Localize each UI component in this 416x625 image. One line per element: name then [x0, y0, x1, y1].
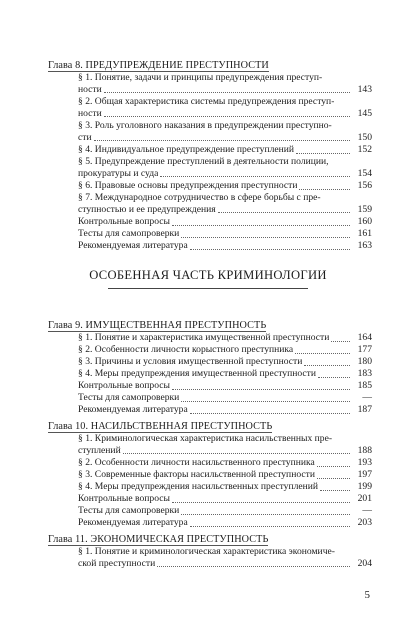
toc-entry-text: ности	[78, 107, 102, 119]
toc-page-number: 163	[357, 240, 372, 251]
toc-entry	[78, 344, 372, 356]
toc-entry-text: § 2. Особенности личности корыстного преступника	[78, 344, 294, 355]
section-title: ОСОБЕННАЯ ЧАСТЬ КРИМИНОЛОГИИ	[89, 268, 327, 282]
toc-entry-text: § 3. Причины и условия имущественной преступности	[78, 356, 303, 367]
toc-entry-text: Контрольные вопросы	[78, 216, 170, 227]
toc-entry-text: Контрольные вопросы	[78, 493, 170, 504]
toc-entry	[78, 228, 372, 240]
toc-entry-text: § 4. Индивидуальное предупреждение преступлений	[78, 144, 295, 155]
toc-entry-text: сти	[78, 131, 92, 143]
section-divider	[108, 288, 308, 289]
leader-dots	[181, 236, 350, 238]
chapter-heading: Глава 11. ЭКОНОМИЧЕСКАЯ ПРЕСТУПНОСТЬ	[48, 534, 269, 545]
toc-entry	[78, 469, 372, 481]
toc-page-number: —	[362, 392, 372, 403]
leader-dots	[172, 388, 350, 390]
chapter-heading: Глава 10. НАСИЛЬСТВЕННАЯ ПРЕСТУПНОСТЬ	[48, 421, 273, 432]
toc-entry-text: § 1. Понятие, задачи и принципы предупреждения преступ-	[78, 72, 323, 83]
toc-entry-text: § 1. Понятие и характеристика имущественной преступности	[78, 332, 330, 343]
leader-dots	[123, 452, 350, 454]
leader-dots	[172, 224, 350, 226]
toc-entry	[78, 481, 372, 493]
leader-dots	[218, 211, 350, 213]
leader-dots	[190, 412, 350, 414]
toc-entry-text: § 6. Правовые основы предупреждения преступности	[78, 180, 298, 191]
toc-entry-text: ступлений	[78, 444, 121, 456]
toc-entry	[78, 332, 372, 344]
toc-entry	[78, 493, 372, 505]
toc-entry-text: § 1. Понятие и криминологическая характеристика экономиче-	[78, 546, 335, 557]
toc-entry-text: ступностью и ее предупреждения	[78, 203, 216, 215]
leader-dots	[304, 364, 350, 366]
toc-entry	[78, 457, 372, 469]
leader-dots	[94, 139, 350, 141]
leader-dots	[320, 489, 350, 491]
toc-page-number: 180	[357, 356, 372, 367]
toc-entry	[78, 392, 372, 404]
toc-entry	[78, 192, 372, 215]
toc-page-number: 188	[357, 444, 372, 456]
toc-entry-text: Рекомендуемая литература	[78, 240, 188, 251]
toc-page-number: 164	[357, 332, 372, 343]
toc-entry-text: Контрольные вопросы	[78, 380, 170, 391]
toc-entry-text: § 1. Криминологическая характеристика насильственных пре-	[78, 433, 333, 444]
leader-dots	[172, 501, 350, 503]
toc-entry	[78, 180, 372, 192]
toc-entry-text: § 2. Общая характеристика системы предупреждения преступ-	[78, 96, 335, 107]
toc-page-number: 145	[357, 107, 372, 119]
page-number: 5	[364, 589, 370, 601]
leader-dots	[318, 376, 350, 378]
toc-entry-text: прокуратуры и суда	[78, 167, 159, 179]
toc-entry	[78, 72, 372, 95]
toc-entry	[78, 404, 372, 416]
leader-dots	[181, 400, 350, 402]
toc-entry	[78, 505, 372, 517]
toc-page-number: 152	[357, 144, 372, 155]
toc-entry-text: § 5. Предупреждение преступлений в деятельности полиции,	[78, 156, 329, 167]
toc-entry	[78, 240, 372, 252]
toc-entry-text: Тесты для самопроверки	[78, 228, 180, 239]
toc-page-number: 204	[357, 557, 372, 569]
toc-entry-text: § 2. Особенности личности насильственного преступника	[78, 457, 315, 468]
toc-page-number: 203	[357, 517, 372, 528]
toc-entry-text: § 3. Современные факторы насильственной преступности	[78, 469, 315, 480]
chapter-heading: Глава 9. ИМУЩЕСТВЕННАЯ ПРЕСТУПНОСТЬ	[48, 320, 267, 331]
toc-entry-text: § 4. Меры предупреждения имущественной преступности	[78, 368, 316, 379]
leader-dots	[190, 525, 350, 527]
toc-entry	[78, 368, 372, 380]
leader-dots	[157, 565, 350, 567]
toc-entry	[78, 356, 372, 368]
toc-page-number: 161	[357, 228, 372, 239]
toc-entry	[78, 156, 372, 179]
toc-page-number: 199	[357, 481, 372, 492]
leader-dots	[104, 91, 350, 93]
leader-dots	[295, 352, 350, 354]
toc-page-number: 154	[357, 167, 372, 179]
leader-dots	[160, 175, 350, 177]
leader-dots	[104, 115, 350, 117]
toc-entry	[78, 120, 372, 143]
toc-entry-text: § 3. Роль уголовного наказания в предупреждении преступно-	[78, 120, 332, 131]
leader-dots	[299, 188, 350, 190]
toc-entry-text: ской преступности	[78, 557, 156, 569]
toc-page-number: 160	[357, 216, 372, 227]
leader-dots	[190, 248, 350, 250]
toc-page-number: 201	[357, 493, 372, 504]
toc-page-number: 143	[357, 83, 372, 95]
toc-page-number: 159	[357, 203, 372, 215]
toc-entry	[78, 96, 372, 119]
toc-entry	[78, 144, 372, 156]
toc-page-number: 193	[357, 457, 372, 468]
toc-entry-text: ности	[78, 83, 102, 95]
toc-entry-text: Рекомендуемая литература	[78, 517, 188, 528]
toc-page-number: 177	[357, 344, 372, 355]
toc-page-number: 197	[357, 469, 372, 480]
toc-entry	[78, 433, 372, 456]
toc-entry-text: Тесты для самопроверки	[78, 392, 180, 403]
toc-page-number: 183	[357, 368, 372, 379]
toc-entry-text: § 7. Международное сотрудничество в сфере борьбы с пре-	[78, 192, 321, 203]
toc-page-number: 156	[357, 180, 372, 191]
toc-entry	[78, 380, 372, 392]
toc-page-number: —	[362, 505, 372, 516]
toc-page-number: 187	[357, 404, 372, 415]
chapter-heading: Глава 8. ПРЕДУПРЕЖДЕНИЕ ПРЕСТУПНОСТИ	[48, 60, 269, 71]
toc-entry	[78, 546, 372, 569]
toc-entry-text: Рекомендуемая литература	[78, 404, 188, 415]
leader-dots	[331, 340, 350, 342]
leader-dots	[317, 477, 350, 479]
leader-dots	[296, 152, 350, 154]
leader-dots	[317, 465, 350, 467]
leader-dots	[181, 513, 350, 515]
toc-page-number: 150	[357, 131, 372, 143]
toc-page-number: 185	[357, 380, 372, 391]
toc-entry	[78, 216, 372, 228]
toc-entry-text: § 4. Меры предупреждения насильственных преступлений	[78, 481, 319, 492]
toc-entry	[78, 517, 372, 529]
toc-entry-text: Тесты для самопроверки	[78, 505, 180, 516]
